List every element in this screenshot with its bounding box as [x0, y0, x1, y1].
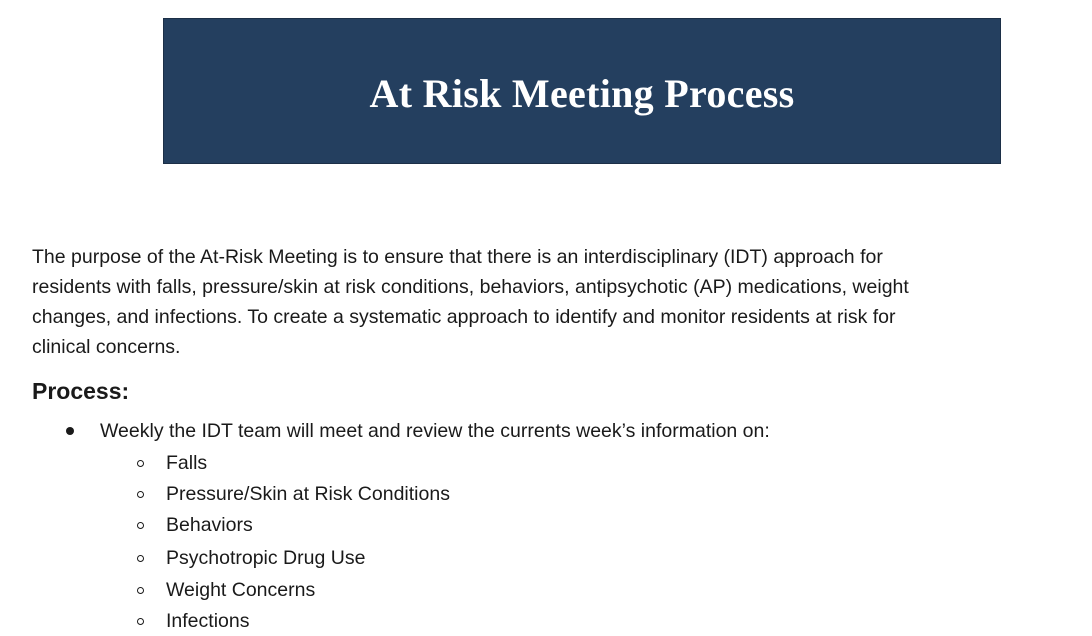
process-heading: Process: [32, 378, 130, 404]
sub-list-item [137, 479, 450, 509]
intro-paragraph [32, 242, 1032, 362]
circle-bullet-icon [137, 555, 144, 562]
circle-bullet-icon [137, 522, 144, 529]
sub-list-item [137, 448, 207, 478]
bullet-item [66, 416, 770, 446]
sub-list-item-label: Infections [166, 610, 250, 632]
circle-bullet-icon [137, 460, 144, 467]
sub-list-item [137, 575, 315, 605]
intro-line: The purpose of the At-Risk Meeting is to ensure that there is an interdisciplinary (IDT) approach for [32, 246, 883, 268]
intro-line: residents with falls, pressure/skin at risk conditions, behaviors, antipsychotic (AP) medications, weight [32, 276, 909, 298]
sub-list-item-label: Falls [166, 452, 208, 474]
page-title: At Risk Meeting Process [369, 70, 795, 116]
bullet-dot-icon [66, 427, 74, 435]
sub-list-item-label: Psychotropic Drug Use [166, 547, 366, 569]
sub-list-item-label: Weight Concerns [166, 579, 316, 601]
intro-line: clinical concerns. [32, 336, 181, 358]
title-banner [163, 18, 1001, 164]
sub-list-item-label: Behaviors [166, 514, 253, 536]
intro-line: changes, and infections. To create a systematic approach to identify and monitor residents at risk for [32, 306, 896, 328]
sub-list-item [137, 606, 249, 636]
circle-bullet-icon [137, 491, 144, 498]
circle-bullet-icon [137, 587, 144, 594]
sub-list-item [137, 510, 253, 540]
sub-list-item-label: Pressure/Skin at Risk Conditions [166, 483, 450, 505]
bullet-text: Weekly the IDT team will meet and review the currents week’s information on: [100, 420, 770, 442]
circle-bullet-icon [137, 618, 144, 625]
sub-list-item [137, 543, 365, 573]
